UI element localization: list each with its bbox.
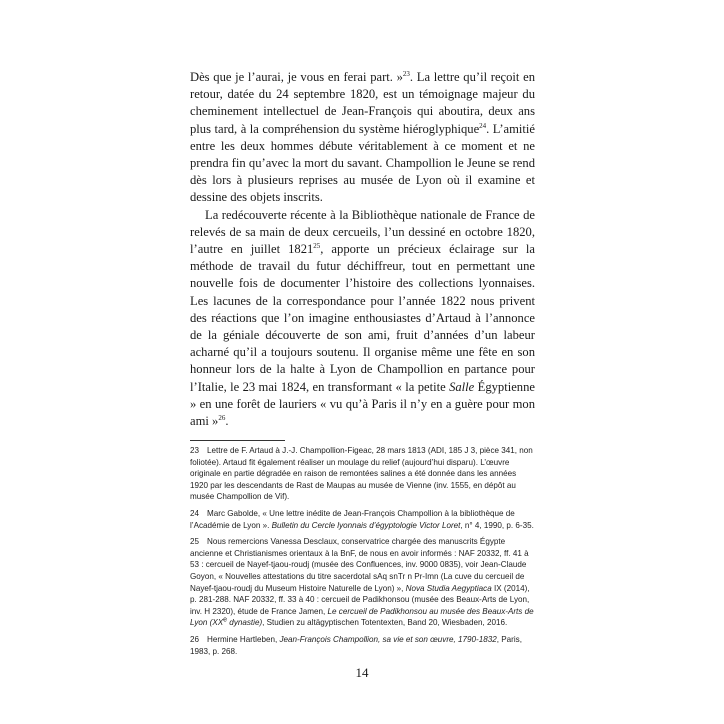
footnote-ref-24[interactable]: 24 — [479, 121, 487, 130]
paragraph-1: Dès que je l’aurai, je vous en ferai part. »$^{23}$. La lettre qu’il reçoit en retour, datée du 24 septembre 1820, est un témoignage majeur du cheminement intellectuel de Jean-François qui aboutira, deux ans plus tard, à la compréhension du système hiéroglyphique$^{24}$. L’amitié entre les deux hommes débute véritablement à ce moment et ne prendra fin qu’avec la mort du savant. Champollion le Jeune se rend dès lors à plusieurs reprises au musée de Lyon où il examine et dessine des objets inscrits. — [190, 69, 536, 205]
footnote-divider — [190, 440, 285, 441]
footnote-23: 23 Lettre de F. Artaud à J.-J. Champollion-Figeac, 28 mars 1813 (ADI, 185 J 3, pièce 341, non foliotée). Artaud fit également réaliser un moulage du relief (aujourd’hui disparu). L’œuvre originale en partie dégradée en raison de remontées salines a été donnée dans les années 1920 par les descendants de Rast de Maupas au musée de Vienne (inv. 1555, en dépôt au musée Champollion de Vif). — [190, 446, 533, 502]
main-text — [190, 69, 535, 430]
footnote-ref-23[interactable]: 23 — [402, 69, 410, 78]
footnote-26: 26 Hermine Hartleben, Jean-François Champollion, sa vie et son œuvre, 1790-1832, Paris, 1983, p. 268. — [190, 634, 522, 656]
paragraph-2: La redécouverte récente à la Bibliothèque nationale de France de relevés de sa main de deux cercueils, l’un dessiné en octobre 1820, l’autre en juillet 1821$^{25}$, apporte un précieux éclairage sur la méthode de travail du futur déchiffreur, tout en permettant une nouvelle fois de documenter l’histoire des collections lyonnaises. Les lacunes de la correspondance pour l’année 1822 nous privent des réactions que l’on imagine enthousiastes d’Artaud à l’annonce de la géniale découverte de son ami, fruit d’années d’un labeur acharné qu’il a toujours soutenu. Il organise même une fête en son honneur lors de la halte à Lyon de Champollion en partance pour l’Italie, le 23 mai 1824, en transformant « la petite Salle Égyptienne » en une forêt de lauriers « vu qu’à Paris il n’y en a guère pour mon ami »$^{26}$. — [190, 207, 536, 429]
page-number: 14 — [355, 665, 369, 680]
footnote-ref-25[interactable]: 25 — [313, 241, 321, 250]
footnote-25: 25 Nous remercions Vanessa Desclaux, conservatrice chargée des manuscrits Égypte ancienne et Christianismes orientaux à la BnF, de nous en avoir informés : NAF 20332, ff. 41 à 53 : cercueil de Nayef-tjaou-roudj (musée des Confluences, inv. 9000 0835), voir Jean-Claude Goyon, « Nouvelles attestations du titre sacerdotal sAq snTr n Pr-Imn (La cuve du cercueil de Nayef-tjaou-roudj du Museum Histoire Naturelle de Lyon) », Nova Studia Aegyptiaca IX (2014), p. 281-288. NAF 20332, ff. 33 à 40 : cercueil de Padikhonsou (musée des Beaux-Arts de Lyon, inv. H 2320), étude de France Jamen, Le cercueil de Padikhonsou au musée des Beaux-Arts de Lyon (XXe dynastie), Studien zu altägyptischen Totentexten, Band 20, Wiesbaden, 2016. — [190, 537, 534, 628]
footnotes — [190, 445, 535, 662]
footnote-24: 24 Marc Gabolde, « Une lettre inédite de Jean-François Champollion à la bibliothèque de l’Académie de Lyon ». Bulletin du Cercle lyonnais d’égyptologie Victor Loret, n° 4, 1990, p. 6-35. — [190, 508, 534, 530]
footnote-ref-26[interactable]: 26 — [218, 413, 226, 422]
